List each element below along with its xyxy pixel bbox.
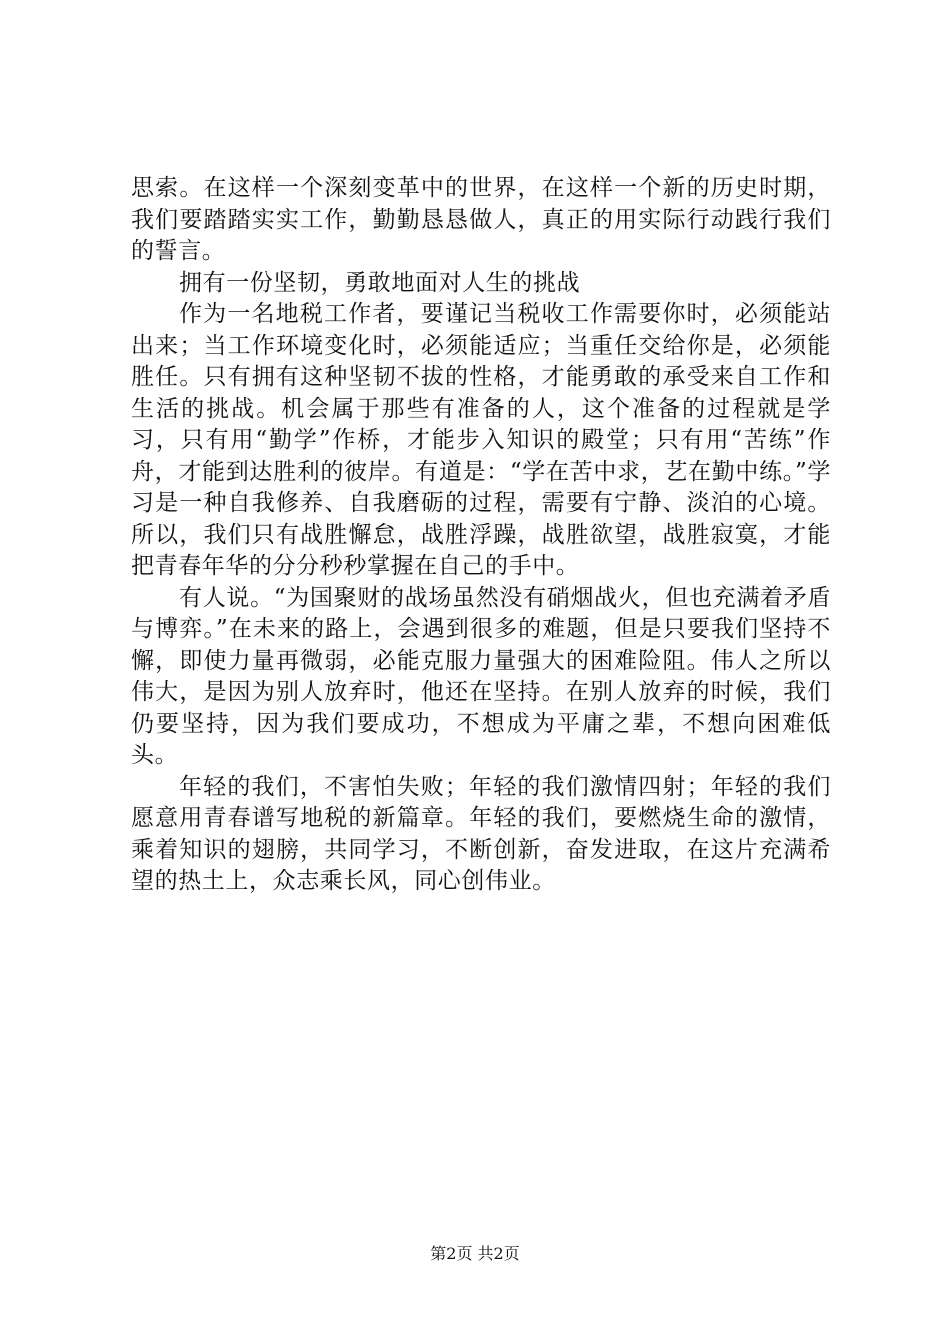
section-heading: 拥有一份坚韧，勇敢地面对人生的挑战 (179, 269, 581, 296)
paragraph-perseverance: 有人说。“为国聚财的战场虽然没有硝烟战火，但也充满着矛盾与博弈。”在未来的路上，会遇到很多的难题，但是只要我们坚持不懈，即使力量再微弱，必能克服力量强大的困难险阻。伟人之所以伟大，是因为别人放弃时，他还在坚持。在别人放弃的时候，我们仍要坚持，因为我们要成功，不想成为平庸之辈，不想向困难低头。 (131, 584, 831, 768)
paragraph-tenacity: 作为一名地税工作者，要谨记当税收工作需要你时，必须能站出来；当工作环境变化时，必须能适应；当重任交给你是，必须能胜任。只有拥有这种坚韧不拔的性格，才能勇敢的承受来自工作和生活的挑战。机会属于那些有准备的人，这个准备的过程就是学习，只有用“勤学”作桥，才能步入知识的殿堂；只有用“苦练”作舟，才能到达胜利的彼岸。有道是：“学在苦中求，艺在勤中练。”学习是一种自我修养、自我磨砺的过程，需要有宁静、淡泊的心境。所以，我们只有战胜懈怠，战胜浮躁，战胜欲望，战胜寂寞，才能把青春年华的分分秒秒掌握在自己的手中。 (131, 301, 831, 579)
document-body (131, 173, 831, 898)
paragraph-youth: 年轻的我们，不害怕失败；年轻的我们激情四射；年轻的我们愿意用青春谱写地税的新篇章。年轻的我们，要燃烧生命的激情，乘着知识的翅膀，共同学习，不断创新，奋发进取，在这片充满希望的热土上，众志乘长风，同心创伟业。 (131, 773, 831, 894)
page-number-footer: 第2页 共2页 (430, 1244, 520, 1263)
paragraph-continuation: 思索。在这样一个深刻变革中的世界，在这样一个新的历史时期，我们要踏踏实实工作，勤勤恳恳做人，真正的用实际行动践行我们的誓言。 (131, 175, 831, 264)
